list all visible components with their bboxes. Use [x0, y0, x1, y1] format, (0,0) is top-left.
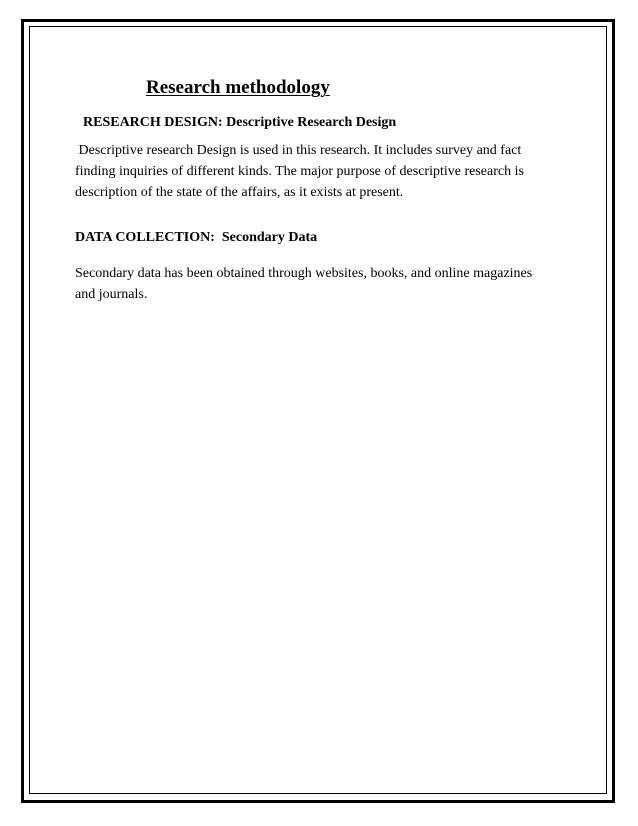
section-body-data-collection [75, 263, 555, 305]
body-line: and journals. [75, 287, 148, 302]
section-body-research-design [75, 140, 555, 203]
section-heading-data-collection: DATA COLLECTION: Secondary Data [75, 230, 318, 245]
body-line: Secondary data has been obtained through websites, books, and online magazines [75, 266, 533, 281]
body-line: finding inquiries of different kinds. The major purpose of descriptive research is [75, 164, 524, 179]
body-line: Descriptive research Design is used in this research. It includes survey and fact [75, 143, 522, 158]
page-title: Research methodology [146, 77, 330, 98]
body-line: description of the state of the affairs, as it exists at present. [75, 185, 404, 200]
section-heading-research-design: RESEARCH DESIGN: Descriptive Research Design [83, 115, 397, 130]
